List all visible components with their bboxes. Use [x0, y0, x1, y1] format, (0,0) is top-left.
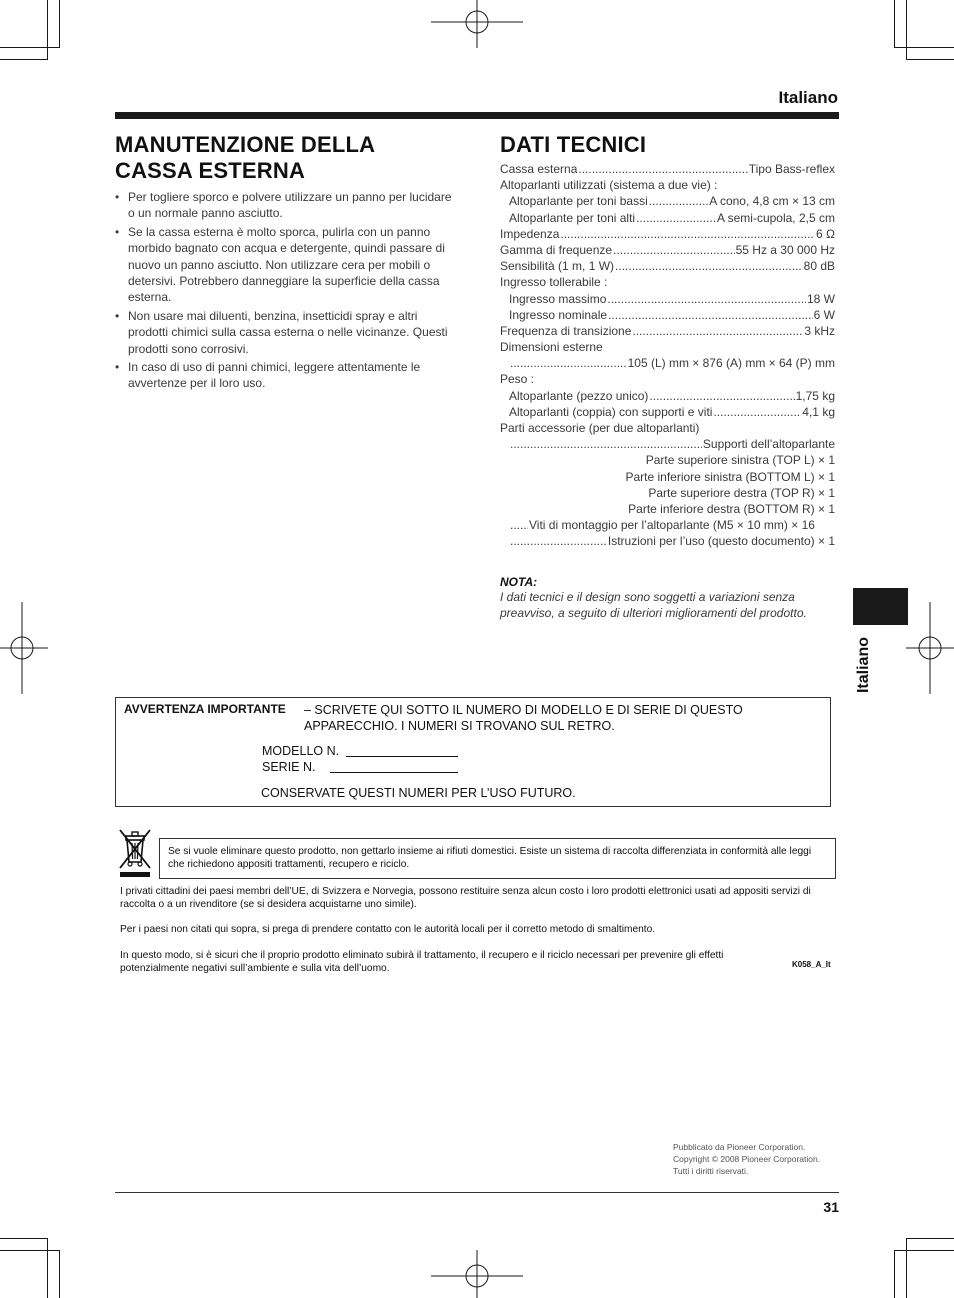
serial-number-blank [330, 772, 458, 773]
spec-label: Altoparlante (pezzo unico) [509, 388, 649, 403]
maintenance-list [115, 189, 457, 394]
spec-row [500, 210, 835, 226]
spec-value: 6 Ω [816, 226, 835, 241]
crop-mark [47, 0, 48, 60]
spec-row [500, 452, 835, 468]
spec-value: 80 dB [803, 259, 835, 274]
spec-value: Supporti dell’altoparlante [702, 437, 835, 452]
crop-mark [59, 1250, 60, 1298]
model-number-blank [346, 756, 458, 757]
crop-mark [59, 0, 60, 48]
disposal-paragraph: I privati cittadini dei paesi membri dell’UE, di Svizzera e Norvegia, possono restituire senza alcun costo i loro prodotti elettronici usati ad appositi servizi di raccolta o a un rivenditore (se si desidera acquistarne uno simile). [120, 886, 811, 910]
section-title-maintenance [115, 132, 375, 184]
side-tab-block [853, 588, 908, 625]
spec-row [500, 371, 835, 387]
registration-mark-icon [431, 1250, 523, 1298]
header-rule [115, 112, 839, 119]
registration-mark-icon [0, 602, 48, 694]
serial-number-label: SERIE N. [262, 760, 316, 774]
crop-mark [0, 47, 60, 48]
crop-mark [894, 1250, 954, 1251]
warning-box [115, 697, 831, 807]
spec-row [500, 177, 835, 193]
spec-value: A semi-cupola, 2,5 cm [716, 210, 835, 225]
publisher-line: Copyright © 2008 Pioneer Corporation. [673, 1154, 821, 1164]
crop-mark [906, 1238, 907, 1298]
crossed-bin-icon [116, 826, 154, 878]
spec-row [500, 388, 835, 404]
title-line: MANUTENZIONE DELLA [115, 132, 376, 157]
spec-label: Altoparlante per toni alti [509, 210, 636, 225]
crop-mark [47, 1238, 48, 1298]
list-item: • Per togliere sporco e polvere utilizzare un panno per lucidare o un normale panno asciutto. [115, 189, 457, 222]
spec-value: 6 W [813, 307, 835, 322]
spec-value: 55 Hz a 30 000 Hz [735, 242, 835, 257]
note-text: I dati tecnici e il design sono soggetti a variazioni senza preavviso, a seguito di ulteriori miglioramenti del prodotto. [500, 590, 807, 620]
spec-value: Istruzioni per l’uso (questo documento) × 1 [607, 534, 835, 549]
spec-row [500, 420, 835, 436]
note-title: NOTA: [500, 575, 538, 589]
crop-mark [906, 59, 954, 60]
spec-value: Parte inferiore destra (BOTTOM R) × 1 [628, 501, 835, 516]
spec-row [500, 501, 835, 517]
spec-value: 4,1 kg [802, 404, 835, 419]
spec-row [500, 469, 835, 485]
spec-label: Ingresso massimo [509, 291, 607, 306]
side-tab-label [850, 625, 878, 705]
warning-keep-text: CONSERVATE QUESTI NUMERI PER L’USO FUTURO. [261, 786, 576, 800]
registration-mark-icon [906, 602, 954, 694]
spec-row [500, 355, 835, 371]
side-tab-text: Italiano [855, 636, 872, 694]
spec-row [500, 274, 835, 290]
publisher-line: Tutti i diritti riservati. [673, 1166, 749, 1176]
spec-label: Sensibilità (1 m, 1 W) [500, 259, 615, 274]
warning-text: – SCRIVETE QUI SOTTO IL NUMERO DI MODELLO E DI SERIE DI QUESTO APPARECCHIO. I NUMERI SI TROVANO SUL RETRO. [304, 703, 743, 733]
publisher-info [673, 1141, 820, 1177]
footer-rule [115, 1192, 839, 1193]
language-header: Italiano [778, 88, 838, 107]
spec-value: A cono, 4,8 cm × 13 cm [709, 194, 835, 209]
spec-row [500, 226, 835, 242]
disposal-paragraph: In questo modo, si è sicuri che il proprio prodotto eliminato subirà il trattamento, il recupero e il riciclo necessari per prevenire gli effetti potenzialmente negativi sull’ambiente e sulla vita dell’uomo. [120, 950, 724, 974]
spec-value: Parte inferiore sinistra (BOTTOM L) × 1 [625, 469, 835, 484]
crop-mark [0, 1250, 60, 1251]
spec-row [500, 193, 835, 209]
spec-row [500, 258, 835, 274]
crop-mark [894, 1250, 895, 1298]
spec-value: 1,75 kg [795, 388, 835, 403]
disposal-box: Se si vuole eliminare questo prodotto, non gettarlo insieme ai rifiuti domestici. Esiste un sistema di raccolta differenziata in conformità alle leggi che richiedono appositi trattamenti, recupero e riciclo. [159, 838, 836, 879]
spec-value: Tipo Bass-reflex [748, 162, 835, 176]
list-item: • Se la cassa esterna è molto sporca, pulirla con un panno morbido bagnato con acqua e detergente, quindi passare di nuovo un panno asciutto. Non utilizzare cera per mobili o detersivi. Potrebbero danneggiare la superficie della cassa esterna. [115, 224, 457, 306]
spec-label: Gamma di frequenze [500, 242, 613, 257]
warning-title: AVVERTENZA IMPORTANTE [124, 702, 286, 716]
registration-mark-icon [431, 0, 523, 48]
spec-label: Parti accessorie (per due altoparlanti) [500, 421, 700, 435]
spec-list [500, 161, 835, 550]
crop-mark [894, 47, 954, 48]
spec-row [500, 485, 835, 501]
spec-row [500, 242, 835, 258]
spec-row [500, 339, 835, 355]
publisher-line: Pubblicato da Pioneer Corporation. [673, 1142, 806, 1152]
spec-row [500, 323, 835, 339]
spec-label: Cassa esterna [500, 162, 578, 176]
model-number-label: MODELLO N. [262, 744, 340, 758]
spec-row [500, 404, 835, 420]
spec-value: Parte superiore sinistra (TOP L) × 1 [645, 453, 835, 468]
spec-row [500, 307, 835, 323]
crop-mark [0, 59, 48, 60]
spec-value: Viti di montaggio per l’altoparlante (M5 × 10 mm) × 16 [529, 518, 815, 533]
document-code: K058_A_It [792, 960, 831, 969]
section-title-specs: DATI TECNICI [500, 132, 647, 157]
spec-row [500, 533, 835, 549]
spec-label: Peso : [500, 372, 535, 387]
spec-value: 105 (L) mm × 876 (A) mm × 64 (P) mm [627, 356, 835, 371]
spec-value: Parte superiore destra (TOP R) × 1 [648, 485, 835, 500]
spec-label: Ingresso tollerabile : [500, 275, 608, 290]
spec-value: 3 kHz [804, 323, 835, 338]
spec-label: Altoparlanti (coppia) con supporti e viti [509, 404, 713, 419]
crop-mark [0, 1238, 48, 1239]
spec-row [500, 161, 835, 177]
crop-mark [906, 0, 907, 60]
spec-row [500, 291, 835, 307]
page-number: 31 [823, 1199, 839, 1215]
spec-label: Impedenza [500, 226, 560, 241]
list-item: • Non usare mai diluenti, benzina, insetticidi spray e altri prodotti chimici sulla cassa esterna o nelle vicinanze. Questi prodotti sono corrosivi. [115, 308, 457, 357]
spec-label: Frequenza di transizione [500, 323, 632, 338]
spec-row [500, 517, 835, 533]
disposal-paragraph: Per i paesi non citati qui sopra, si prega di prendere contatto con le autorità locali per il corretto metodo di smaltimento. [120, 924, 656, 935]
spec-label: Ingresso nominale [509, 307, 608, 322]
crop-mark [894, 0, 895, 48]
spec-value: 18 W [806, 291, 835, 306]
spec-label: Dimensioni esterne [500, 340, 603, 355]
list-item: • In caso di uso di panni chimici, leggere attentamente le avvertenze per il loro uso. [115, 359, 457, 392]
spec-label: Altoparlanti utilizzati (sistema a due vie) : [500, 178, 718, 193]
spec-row [500, 436, 835, 452]
title-line: CASSA ESTERNA [115, 158, 306, 183]
spec-label: Altoparlante per toni bassi [509, 194, 648, 209]
crop-mark [906, 1238, 954, 1239]
